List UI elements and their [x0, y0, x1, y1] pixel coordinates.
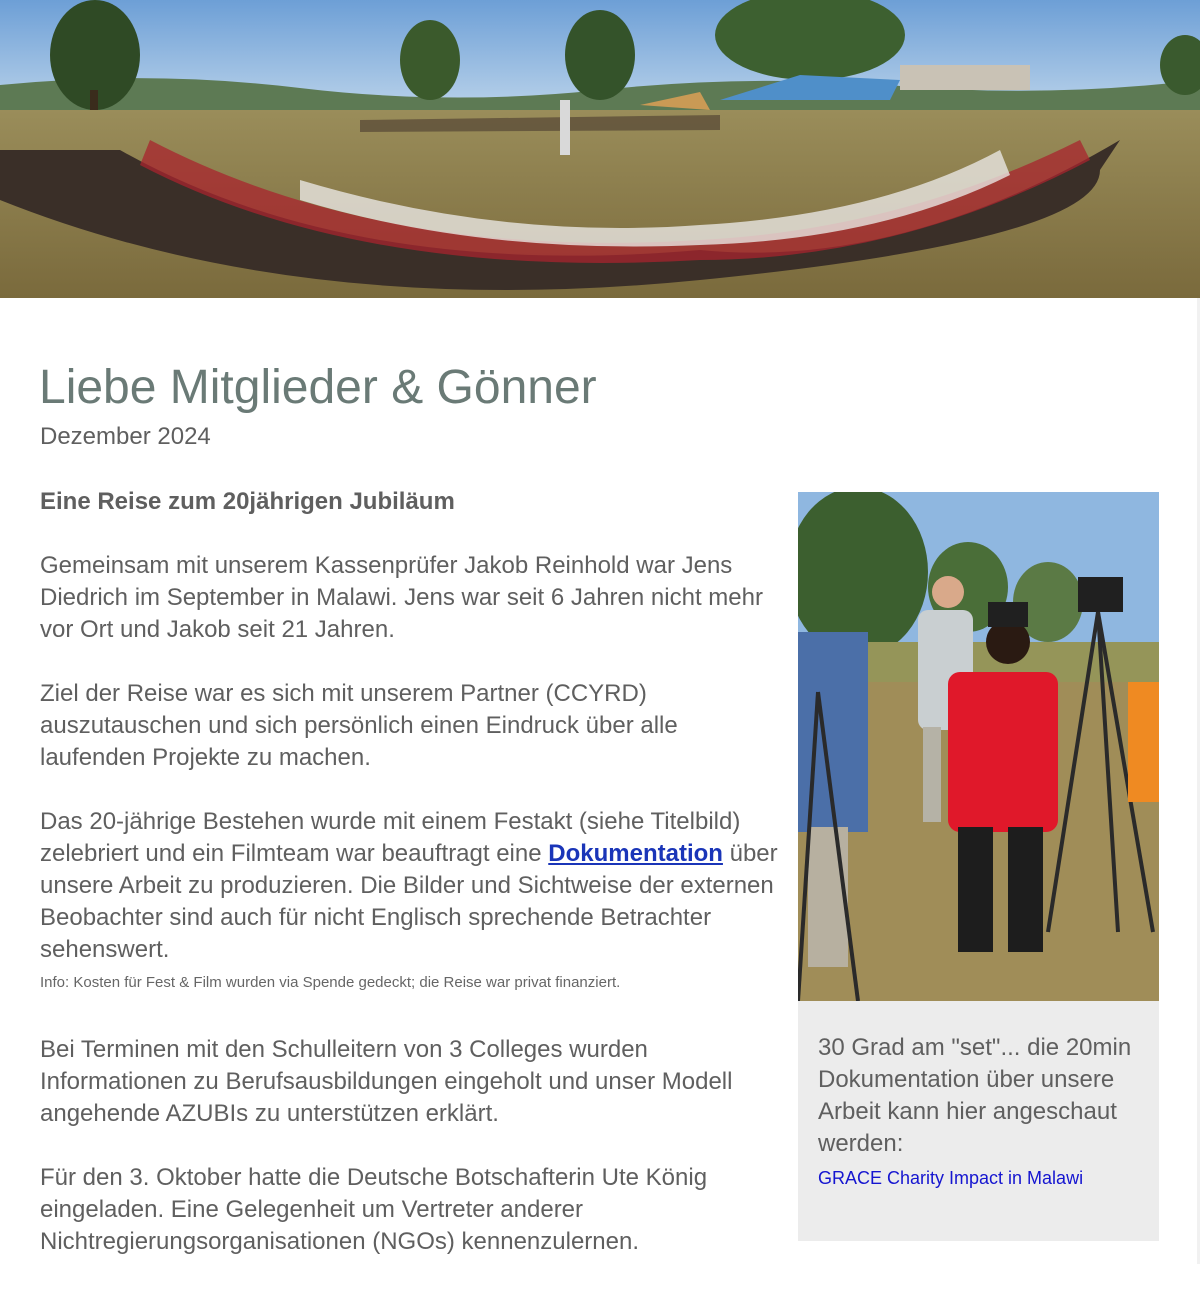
paragraph-anniversary-start: Das 20-jährige Bestehen wurde mit einem Festakt (siehe Titelbild) zelebriert und ein Filmteam war beauftragt eine	[40, 808, 741, 867]
page-title: Liebe Mitglieder & Gönner	[39, 361, 597, 414]
article-heading: Eine Reise zum 20jährigen Jubiläum	[40, 488, 455, 515]
page-date: Dezember 2024	[40, 423, 211, 450]
article	[40, 486, 780, 1290]
video-link[interactable]: GRACE Charity Impact in Malawi	[818, 1168, 1084, 1188]
festival-photo-icon	[0, 0, 1200, 298]
side-card	[798, 492, 1159, 1241]
side-caption: 30 Grad am "set"... die 20min Dokumentation über unsere Arbeit kann hier angeschaut werden:	[818, 1034, 1132, 1157]
paragraph-goal: Ziel der Reise war es sich mit unserem Partner (CCYRD) auszutauschen und sich persönlich einen Eindruck über alle laufenden Projekte zu machen.	[40, 680, 678, 771]
paragraph-anniversary	[40, 806, 780, 966]
funding-info: Info: Kosten für Fest & Film wurden via Spende gedeckt; die Reise war privat finanziert.	[40, 974, 621, 991]
header-photo	[0, 0, 1200, 298]
documentation-link[interactable]: Dokumentation	[548, 840, 723, 867]
paragraph-colleges: Bei Terminen mit den Schulleitern von 3 Colleges wurden Informationen zu Berufsausbildungen eingeholt und unser Modell angehende AZUBIs zu unterstützen erklärt.	[40, 1036, 733, 1127]
paragraph-anniversary-end: über unsere Arbeit zu produzieren. Die Bilder und Sichtweise der externen Beobachter sind auch für nicht Englisch sprechende Betrachter sehenswert.	[40, 840, 778, 963]
paragraph-embassy: Für den 3. Oktober hatte die Deutsche Botschafterin Ute König eingeladen. Eine Gelegenheit um Vertreter anderer Nichtregierungsorganisationen (NGOs) kennenzulernen.	[40, 1164, 708, 1255]
side-photo	[798, 492, 1159, 1001]
film-crew-photo-icon	[798, 492, 1159, 1001]
paragraph-trip: Gemeinsam mit unserem Kassenprüfer Jakob Reinhold war Jens Diedrich im September in Malawi. Jens war seit 6 Jahren nicht mehr vor Ort und Jakob seit 21 Jahren.	[40, 552, 763, 643]
